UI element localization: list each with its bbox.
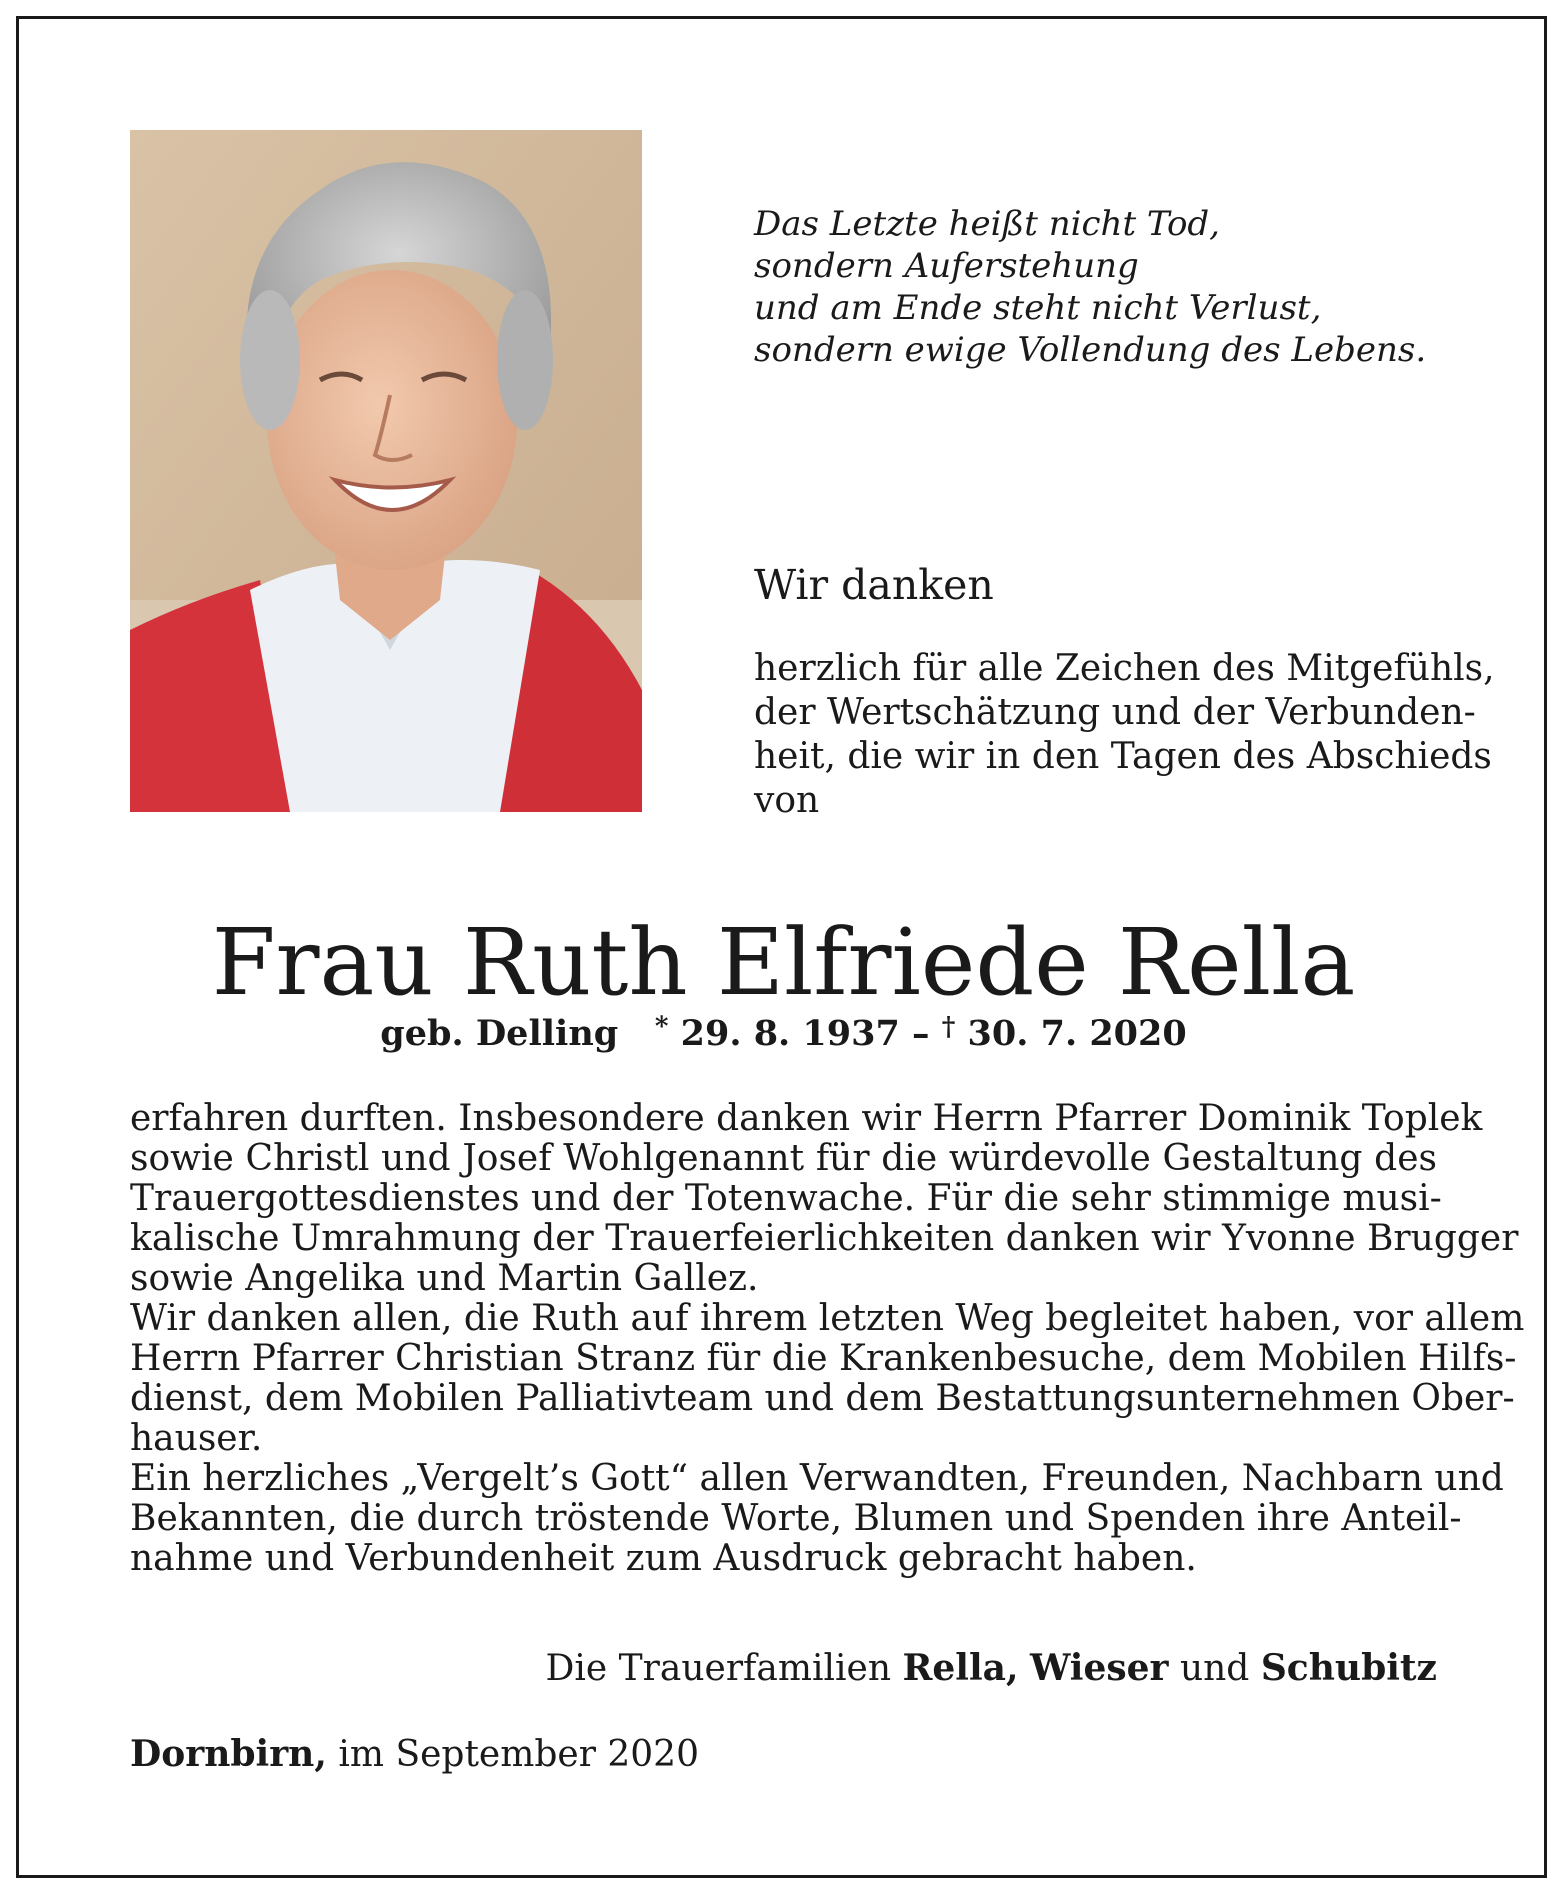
family-name: Rella, <box>902 1647 1019 1689</box>
birth-date: 29. 8. 1937 <box>680 1013 900 1054</box>
body-line: sowie Christl und Josef Wohlgenannt für die würdevolle Gestaltung des <box>130 1138 1437 1179</box>
signature-prefix: Die Trauerfamilien <box>545 1648 892 1689</box>
thanks-heading: Wir danken <box>754 561 994 609</box>
intro-line: herzlich für alle Zeichen des Mitgefühls, <box>754 648 1495 689</box>
intro-line: von <box>754 780 820 821</box>
life-dates <box>0 1012 1567 1054</box>
family-name: Wieser <box>1029 1647 1169 1689</box>
body-line: sowie Angelika und Martin Gallez. <box>130 1258 759 1299</box>
intro-line: der Wertschätzung und der Verbunden- <box>754 692 1476 733</box>
place-date <box>130 1733 699 1775</box>
body-line: dienst, dem Mobilen Palliativteam und dem Bestattungsunternehmen Ober- <box>130 1378 1515 1419</box>
death-date: 30. 7. 2020 <box>967 1013 1187 1054</box>
body-line: erfahren durften. Insbesondere danken wir Herrn Pfarrer Dominik Toplek <box>130 1098 1483 1139</box>
quote-verse <box>754 203 1454 371</box>
place: Dornbirn, <box>130 1733 327 1775</box>
body-line: kalische Umrahmung der Trauerfeierlichkeiten danken wir Yvonne Brugger <box>130 1218 1519 1259</box>
body-line: Ein herzliches „Vergelt’s Gott“ allen Verwandten, Freunden, Nachbarn und <box>130 1458 1504 1499</box>
quote-line: Das Letzte heißt nicht Tod, <box>754 204 1220 244</box>
quote-line: sondern Auferstehung <box>754 246 1139 286</box>
death-cross-icon: † <box>941 1012 956 1042</box>
deceased-name: Frau Ruth Elfriede Rella <box>211 909 1356 1016</box>
date: im September 2020 <box>338 1734 699 1775</box>
portrait-photo <box>130 130 642 812</box>
body-line: nahme und Verbundenheit zum Ausdruck gebracht haben. <box>130 1538 1197 1579</box>
date-separator: – <box>912 1013 930 1054</box>
body-line: hauser. <box>130 1418 263 1459</box>
body-line: Trauergottesdienstes und der Totenwache. Für die sehr stimmige musi- <box>130 1178 1442 1219</box>
birth-star-icon: * <box>654 1012 669 1042</box>
quote-line: und am Ende steht nicht Verlust, <box>754 288 1322 328</box>
family-name: Schubitz <box>1260 1647 1437 1689</box>
thanks-body <box>130 1098 1525 1579</box>
intro-line: heit, die wir in den Tagen des Abschieds <box>754 736 1492 777</box>
signature <box>546 1647 1437 1689</box>
born-name: geb. Delling <box>380 1013 619 1054</box>
body-line: Wir danken allen, die Ruth auf ihrem letzten Weg begleitet haben, vor allem <box>130 1298 1525 1339</box>
quote-line: sondern ewige Vollendung des Lebens. <box>754 330 1427 370</box>
body-line: Herrn Pfarrer Christian Stranz für die Krankenbesuche, dem Mobilen Hilfs- <box>130 1338 1517 1379</box>
signature-conjunction: und <box>1179 1648 1250 1689</box>
body-line: Bekannten, die durch tröstende Worte, Blumen und Spenden ihre Anteil- <box>130 1498 1462 1539</box>
thanks-intro <box>754 647 1495 823</box>
